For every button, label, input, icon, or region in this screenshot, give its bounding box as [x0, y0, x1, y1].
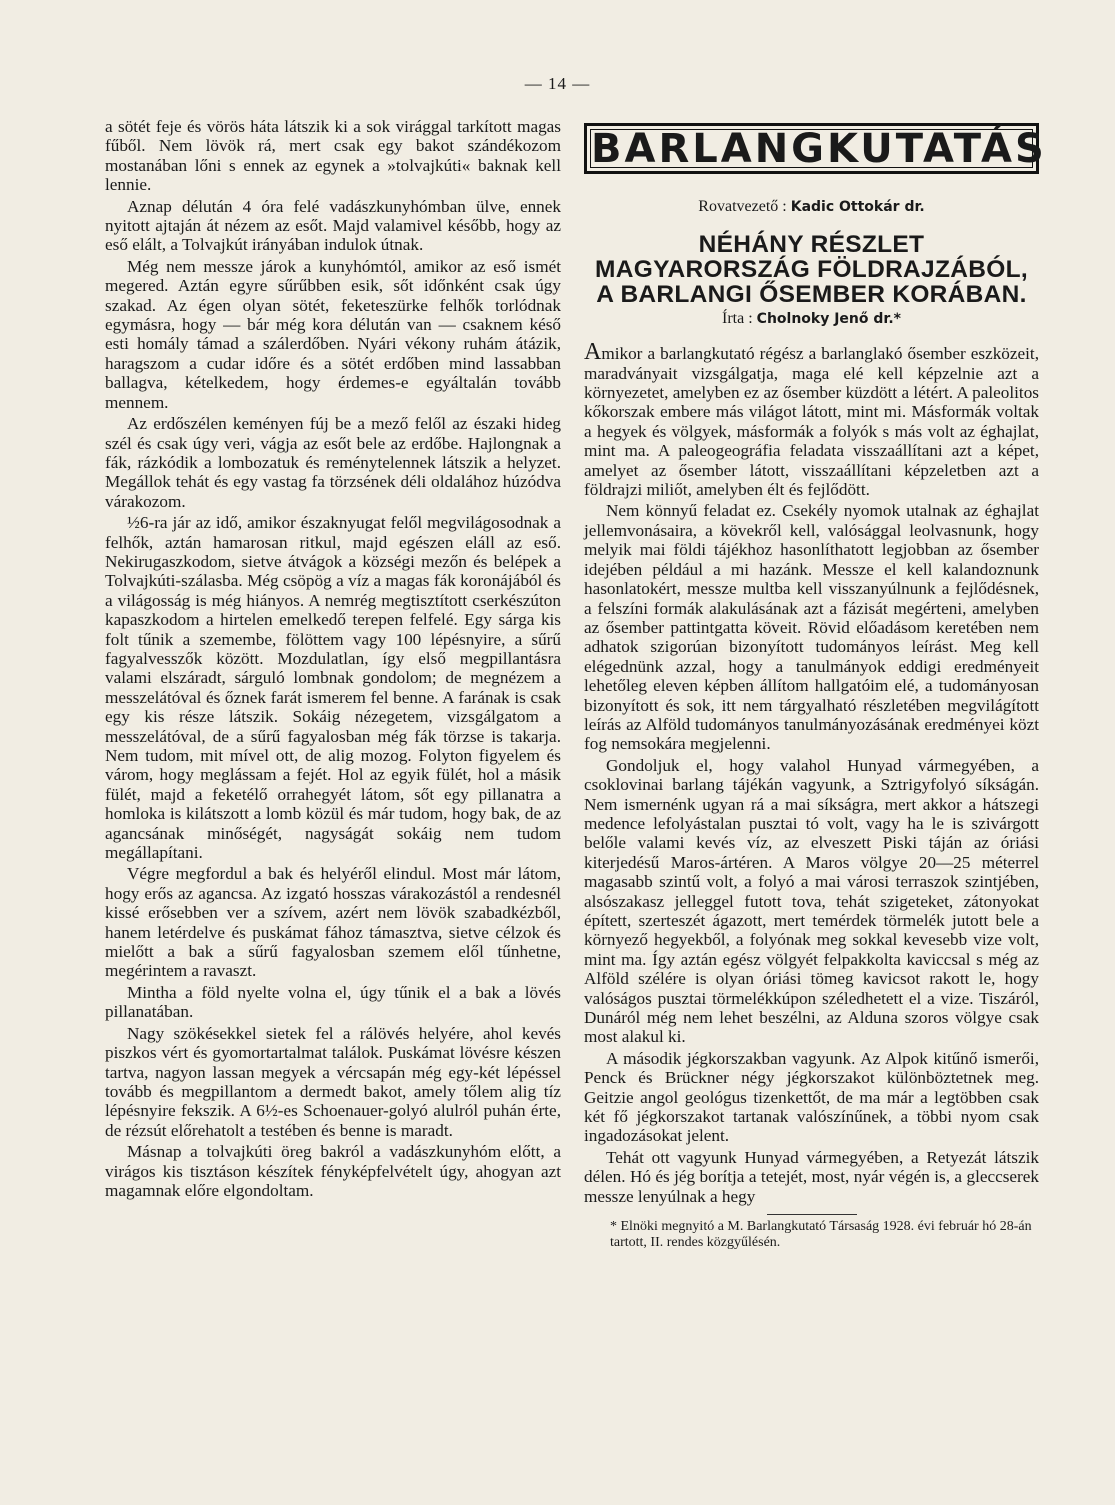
article-title-line: MAGYARORSZÁG FÖLDRAJZÁBÓL, [595, 255, 1028, 283]
footnote: * Elnöki megnyitó a M. Barlangkutató Társaság 1928. évi február hó 28-án tartott, II. rendes közgyűlésén. [610, 1219, 1032, 1251]
paragraph: Tehát ott vagyunk Hunyad vármegyében, a Retyezát látszik délen. Hó és jég borítja a tetejét, most, nyár végén is, a gleccserek messze lenyúlnak a hegy [584, 1147, 1039, 1206]
paragraph: a sötét feje és vörös háta látszik ki a sok virággal tarkított magas fűből. Nem lövök rá, mert csak egy bakot szándékozom mostanában lőni s ennek az egynek a »tolvajkúti« baknak kell lennie. [105, 117, 561, 195]
editor-name: Kadic Ottokár dr. [790, 199, 925, 216]
article-body [584, 339, 1039, 1206]
editor-line [584, 197, 1039, 217]
paragraph: Még nem messze járok a kunyhómtól, amikor az eső ismét megered. Aztán egyre sűrűbben esik, sőt időnként csak úgy szakad. Az égen olyan sötét, feketeszürke felhők torlódnak egymásra, hogy — bár még kora délután van — csaknem késő esti homály támad a szálerdőben. Nyári vékony ruhám átázik, haragszom a cudar időre és a sötét erdőben mind lassabban ballagva, kételkedem, hogy érdemes-e egyáltalán tovább mennem. [105, 256, 561, 412]
editor-label: Rovatvezető : [698, 198, 787, 216]
byline [584, 309, 1039, 329]
footnote-divider [767, 1214, 857, 1215]
article-title-line: A BARLANGI ŐSEMBER KORÁBAN. [596, 280, 1027, 308]
page-number: — 14 — [524, 74, 591, 93]
paragraph: Nem könnyű feladat ez. Csekély nyomok utalnak az éghajlat jellemvonásaira, a kövekről kell, valósággal leolvasnunk, hogy melyik mai földi tájékhoz hasonlíthatott legjobban az ősember idejében például a mi hazánk. Messze el kell kalandoznunk hasonlatokért, messze multba kell visszanyúlnunk a fejlődésnek, a felszíni formák alakulásának azt a fázisát megérteni, amelyben az ősember pattintgatta köveit. Rövid előadásom keretében nem adhatok szigorúan bizonyított tudományos leírást. Meg kell elégednünk azzal, hogy a tanulmányok eddigi eredményeit lehetőleg eleven képben állítom hallgatóim elé, a tudományosan bizonyított és sok, itt nem tárgyalható részletében megvilágított leírás az Alföld tudományos tanulmányozásának eredményei közt fog nemsokára megjelenni. [584, 501, 1039, 754]
paragraph: Amikor a barlangkutató régész a barlanglakó ősember eszközeit, maradványait vizsgálgatja, maga elé kell képzelnie azt a környezetet, amelyben ez az ősember küzdött a létért. A paleolitos kőkorszak embere más világot látott, mint mi. Másformák voltak a hegyek és völgyek, másformák a folyók s más volt az éghajlat, mint ma. A paleogeográfia feladata visszaállítani azt a képet, amelyet az ősember látott, visszaállítani képzeletben azt a földrajzi miliőt, amelyben élt és fejlődött. [584, 339, 1039, 500]
paragraph: A második jégkorszakban vagyunk. Az Alpok kitűnő ismerői, Penck és Brückner négy jégkorszakot különböztetnek meg. Geitzie angol geológus tizenkettőt, de ma már a legtöbben csak két fő jégkorszakot tartanak valószínűnek, a többi nyom csak ingadozásokat jelent. [584, 1048, 1039, 1146]
paragraph: ½6-ra jár az idő, amikor északnyugat felől megvilágosodnak a felhők, aztán hamarosan ritkul, majd egészen eláll az eső. Nekirugaszkodom, sietve átvágok a községi mezőn és belépek a Tolvajkúti-szálasba. Még csöpög a víz a magas fák koronájából és a világosság is még hiányos. A nemrég megtisztított cserkészúton kapaszkodom a hirtelen emelkedő terepen felfelé. Egy sárga kis folt tűnik a szemembe, fölöttem vagy 100 lépésnyire, a sűrű fagyalvesszők között. Mozdulatlan, így első megpillantásra valami elszáradt, sárguló lombnak gondolom; de megnézem a messzelátóval és őznek farát ismerem fel benne. A farának is csak egy kis része látszik. Sokáig nézegetem, vizsgálgatom a messzelátóval, de a sűrű fagyalosban még fák törzse is takarja. Nem tudom, mit mível ott, de alig mozog. Folyton figyelem és várom, hogy meglássam a fejét. Hol az egyik fülét, hol a másik fülét, majd a feketélő orrahegyét látom, sőt egy pillanatra a homloka is kilátszott a lomb közül és már tudom, hogy bak, de az agancsának minőségét, nagyságát sokáig nem tudom megállapítani. [105, 513, 561, 863]
byline-label: Írta : [722, 309, 753, 327]
paragraph: Nagy szökésekkel sietek fel a rálövés helyére, ahol kevés piszkos vért és gyomortartalmat találok. Puskámat lövésre készen tartva, nagyon lassan megyek a vércsapán még egy-két lépéssel tovább és megpillantom a dermedt bakot, amely tőlem alig tíz lépésnyire fekszik. A 6½-es Schoenauer-golyó alulról puhán érte, de rézsút előrehatolt a testében és benne is maradt. [105, 1023, 561, 1140]
section-title: BARLANGKUTATÁS [591, 126, 1047, 172]
paragraph: Mintha a föld nyelte volna el, úgy tűnik el a bak a lövés pillanatában. [105, 982, 561, 1022]
article-title [584, 232, 1039, 307]
left-column [105, 117, 561, 1200]
paragraph: Gondoljuk el, hogy valahol Hunyad vármegyében, a csoklovinai barlang tájékán vagyunk, a Sztrigyfolyó síkságán. Nem ismernénk ugyan rá a mai síkságra, mert akkor a hátszegi medence lefolyástalan pusztai tó volt, vagy ha le is szivárgott belőle valami kevés víz, az elveszett Piski táján az óriási kiterjedésű Maros-ártéren. A Maros völgye 20—25 méterrel magasabb szintű volt, a folyó a mai városi terraszok szintjében, alsószakasz jelleggel futott tova, tehát szigeteket, zátonyokat épített, szerteszét ágazott, mert temérdek törmelék jutott bele a környező hegyekből, a folyónak meg sokkal kevesebb vize volt, mint ma. Így aztán egész völgyét felpakkolta kaviccsal s még az Alföld szélére is olyan óriási tömeg kavicsot rakott le, hogy valóságos pusztai törmelékkúpon széledhetett el a vize. Tiszáról, Dunáról még nem lehet beszélni, az Alduna szoros völgye csak most alakul ki. [584, 755, 1039, 1047]
section-title-box [584, 123, 1047, 174]
author-name: Cholnoky Jenő dr.* [756, 310, 901, 327]
right-column [584, 117, 1047, 1251]
paragraph: Aznap délután 4 óra felé vadászkunyhómban ülve, ennek nyitott ajtaján át nézem az esőt. Majd valamivel később, hogy az eső elált, a Tolvajkút irányában indulok útnak. [105, 196, 561, 255]
article-title-line: NÉHÁNY RÉSZLET [698, 230, 925, 258]
paragraph: Végre megfordul a bak és helyéről elindul. Most már látom, hogy erős az agancsa. Az izgató hosszas várakozástól a rendesnél kissé erősebben ver a szívem, azért nem lövök szabadkézből, hanem letérdelve és puskámat fához támasztva, sietve célzok és mielőtt a bak a sűrű fagyalosban szemem elől tűnhetne, megérintem a ravaszt. [105, 864, 561, 981]
paragraph: Az erdőszélen keményen fúj be a mező felől az északi hideg szél és csak úgy veri, vágja az esőt bele az erdőbe. Hajlongnak a fák, rázkódik a lombozatuk és reménytelennek látszik a helyzet. Megállok tehát és egy vastag fa törzsének déli oldalához húzódva várakozom. [105, 414, 561, 511]
paragraph: Másnap a tolvajkúti öreg bakról a vadászkunyhóm előtt, a virágos kis tisztáson készítek fényképfelvételt úgy, ahogyan azt magamnak előre elgondoltam. [105, 1142, 561, 1200]
